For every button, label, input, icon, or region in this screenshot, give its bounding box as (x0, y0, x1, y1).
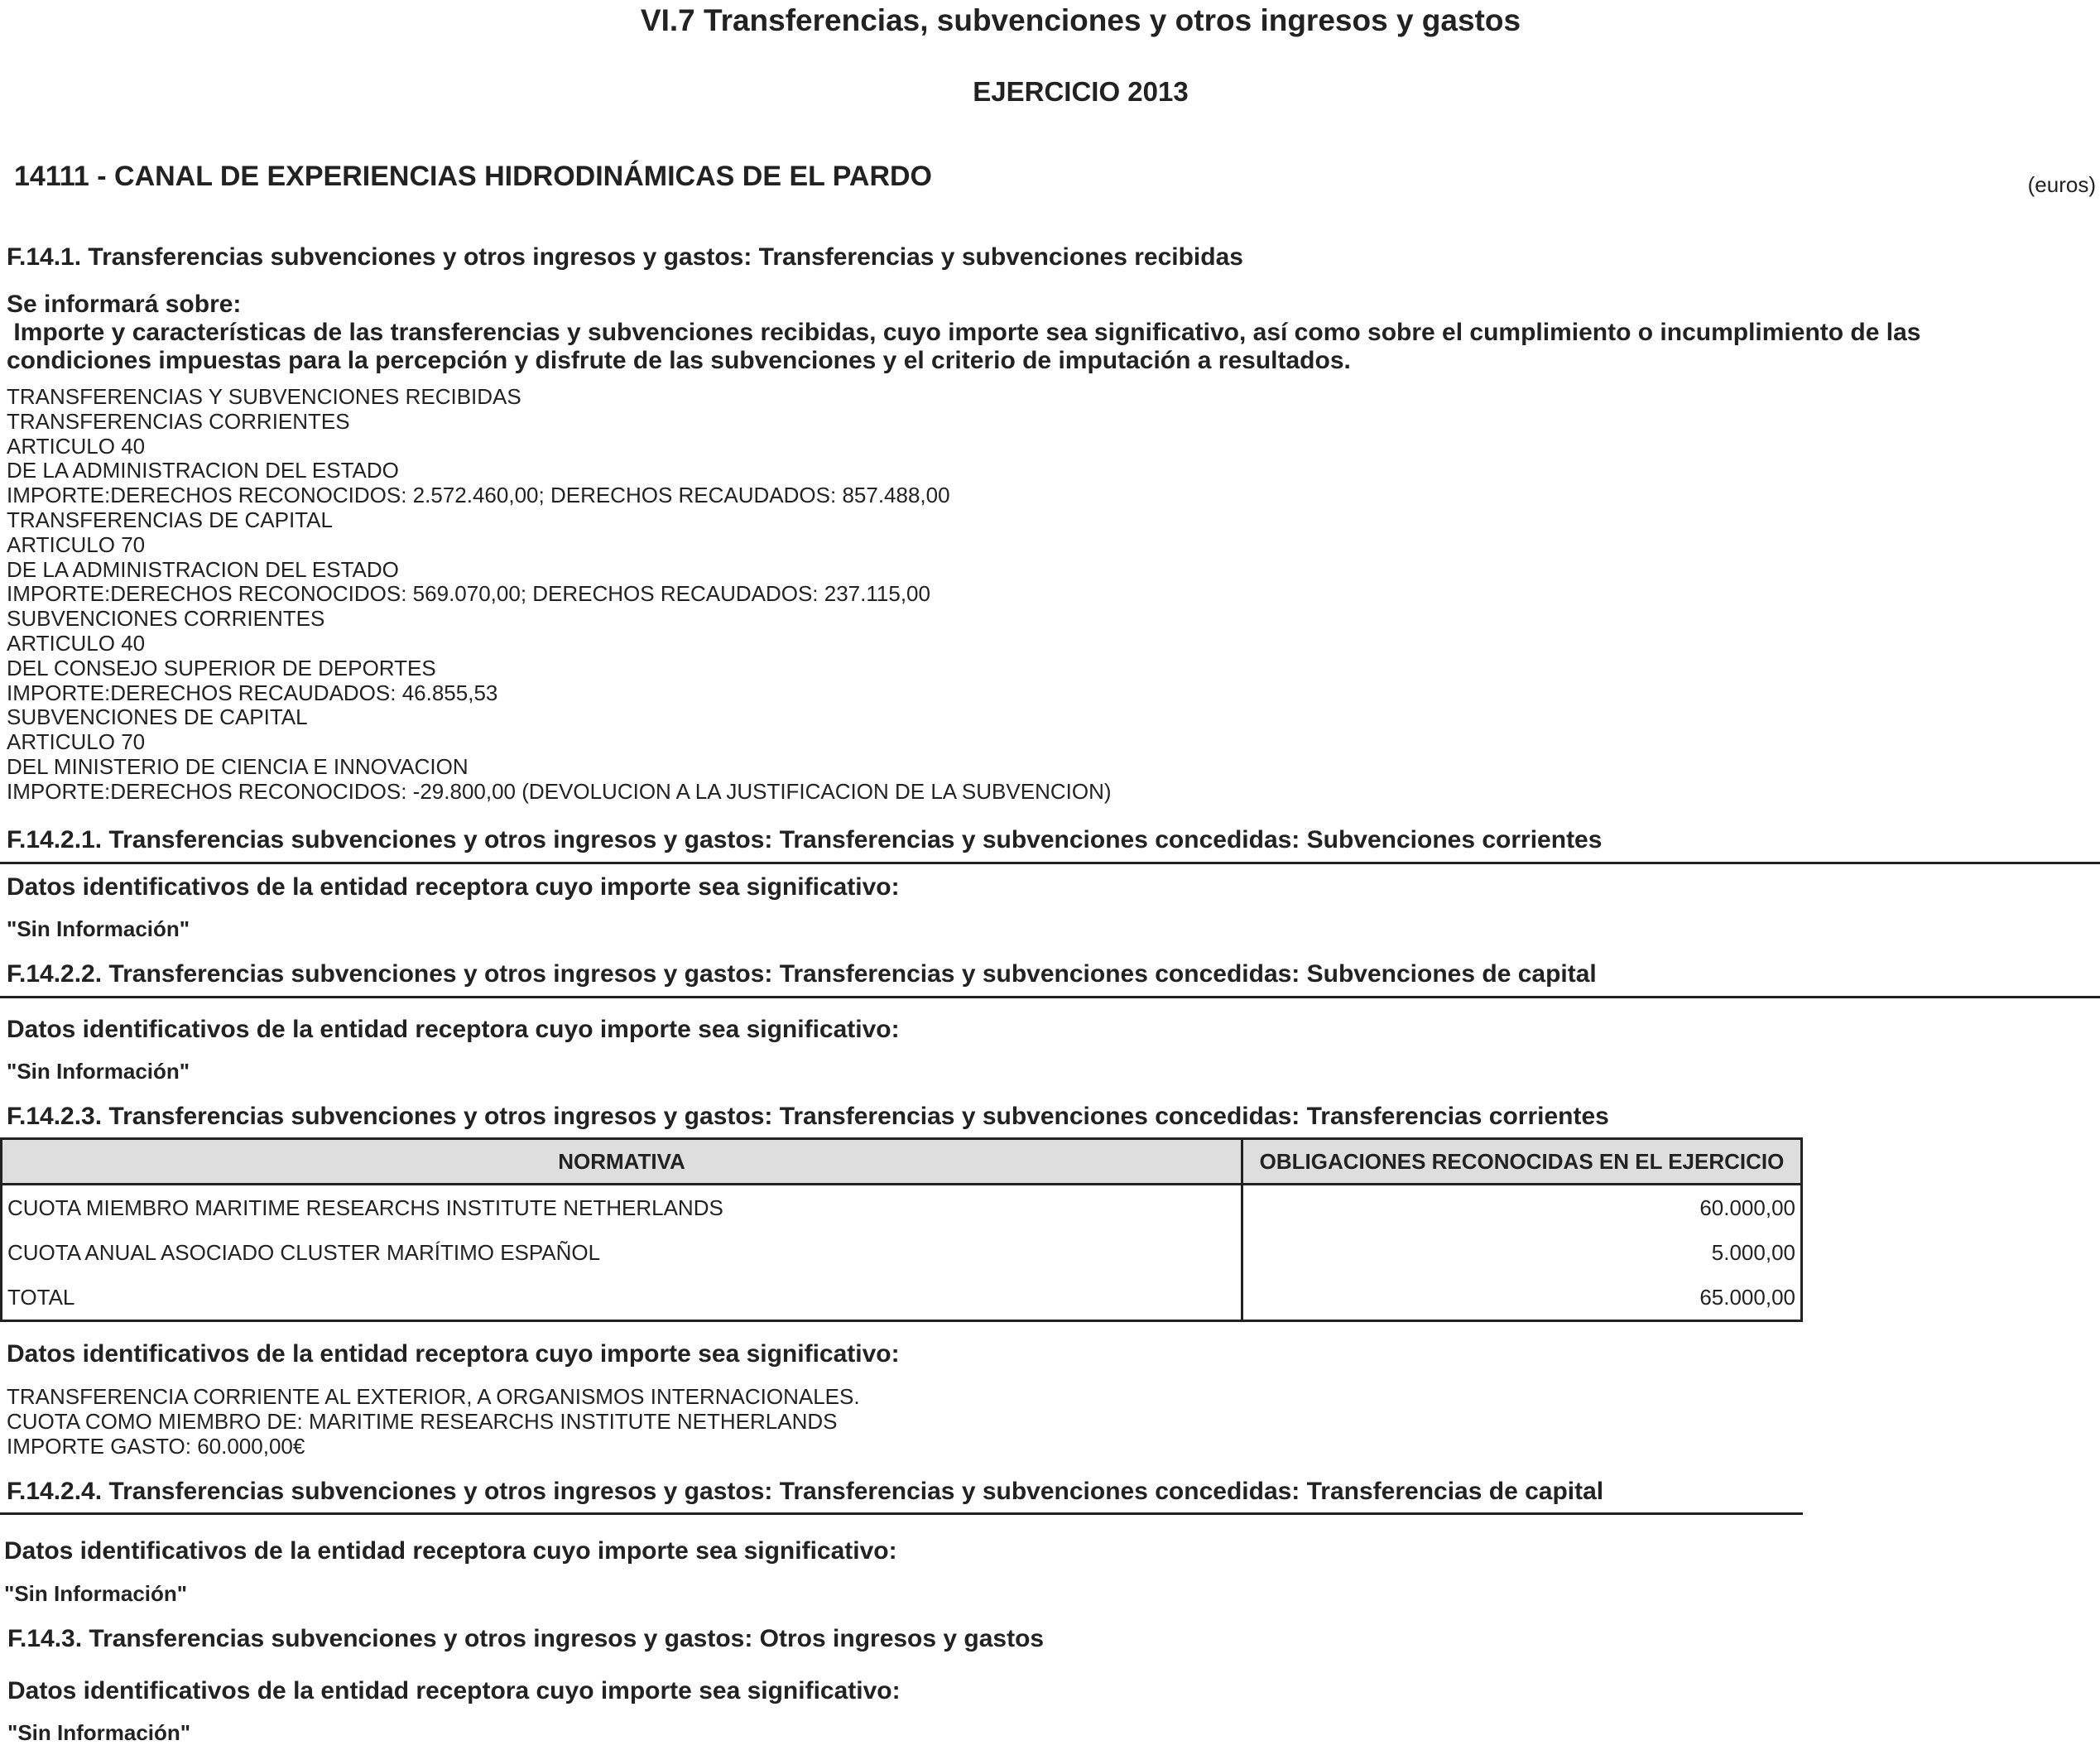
received-transfers-list (7, 385, 1112, 805)
list-item: DE LA ADMINISTRACION DEL ESTADO (7, 556, 399, 582)
exercise-year: EJERCICIO 2013 (973, 76, 1189, 107)
list-item: TRANSFERENCIA CORRIENTE AL EXTERIOR, A ORGANISMOS INTERNACIONALES. (7, 1384, 860, 1409)
recipient-data-label: Datos identificativos de la entidad receptora cuyo importe sea significativo: (7, 873, 900, 901)
info-label: Se informará sobre: (7, 291, 242, 318)
list-item: TRANSFERENCIAS DE CAPITAL (7, 507, 333, 532)
table-cell-amount: 5.000,00 (1242, 1230, 1802, 1275)
list-item: SUBVENCIONES DE CAPITAL (7, 704, 308, 730)
list-item: DEL MINISTERIO DE CIENCIA E INNOVACION (7, 753, 469, 779)
entity-name: 14111 - CANAL DE EXPERIENCIAS HIDRODINÁMICAS DE EL PARDO (14, 161, 933, 192)
list-item: CUOTA COMO MIEMBRO DE: MARITIME RESEARCHS INSTITUTE NETHERLANDS (7, 1408, 838, 1434)
list-item: IMPORTE:DERECHOS RECONOCIDOS: 569.070,00; DERECHOS RECAUDADOS: 237.115,00 (7, 581, 930, 607)
table-cell-amount: 60.000,00 (1242, 1185, 1802, 1231)
table-cell-total-label: TOTAL (2, 1275, 1242, 1321)
list-item: IMPORTE:DERECHOS RECONOCIDOS: -29.800,00 (DEVOLUCION A LA JUSTIFICACION DE LA SUBVENCION) (7, 778, 1112, 804)
recipient-details (7, 1385, 860, 1459)
recipient-data-label: Datos identificativos de la entidad receptora cuyo importe sea significativo: (7, 1016, 900, 1043)
no-information-text: "Sin Información" (4, 1581, 188, 1606)
table-cell-normativa: CUOTA ANUAL ASOCIADO CLUSTER MARÍTIMO ESPAÑOL (2, 1230, 1242, 1275)
section-divider (0, 1512, 1803, 1515)
section-title-f14-2-4: F.14.2.4. Transferencias subvenciones y otros ingresos y gastos: Transferencias y subvenciones concedidas: Transferencias de capital (7, 1478, 1604, 1505)
section-title-f14-2-3: F.14.2.3. Transferencias subvenciones y otros ingresos y gastos: Transferencias y subvenciones concedidas: Transferencias corrientes (7, 1103, 1609, 1130)
list-item: TRANSFERENCIAS Y SUBVENCIONES RECIBIDAS (7, 384, 521, 409)
list-item: DEL CONSEJO SUPERIOR DE DEPORTES (7, 655, 436, 680)
no-information-text: "Sin Información" (7, 1059, 190, 1084)
section-divider (0, 862, 2100, 864)
table-header-row (2, 1139, 1802, 1185)
table-cell-total-amount: 65.000,00 (1242, 1275, 1802, 1321)
table-row (2, 1185, 1802, 1231)
no-information-text: "Sin Información" (7, 916, 190, 941)
list-item: ARTICULO 70 (7, 729, 146, 755)
list-item: IMPORTE:DERECHOS RECONOCIDOS: 2.572.460,00; DERECHOS RECAUDADOS: 857.488,00 (7, 483, 950, 508)
recipient-data-label: Datos identificativos de la entidad receptora cuyo importe sea significativo: (7, 1677, 901, 1704)
table-row (2, 1230, 1802, 1275)
current-transfers-table (0, 1137, 1803, 1322)
recipient-data-label: Datos identificativos de la entidad receptora cuyo importe sea significativo: (7, 1340, 900, 1368)
list-item: ARTICULO 40 (7, 433, 146, 459)
section-title-f14-1: F.14.1. Transferencias subvenciones y otros ingresos y gastos: Transferencias y subvenciones recibidas (7, 243, 1243, 271)
list-item: IMPORTE:DERECHOS RECAUDADOS: 46.855,53 (7, 680, 498, 705)
section-title-f14-3: F.14.3. Transferencias subvenciones y otros ingresos y gastos: Otros ingresos y gastos (7, 1625, 1045, 1652)
currency-unit: (euros) (2027, 172, 2096, 197)
table-total-row (2, 1275, 1802, 1321)
table-cell-normativa: CUOTA MIEMBRO MARITIME RESEARCHS INSTITUTE NETHERLANDS (2, 1185, 1242, 1231)
section-title-f14-2-2: F.14.2.2. Transferencias subvenciones y otros ingresos y gastos: Transferencias y subvenciones concedidas: Subvenciones de capital (7, 960, 1597, 988)
list-item: SUBVENCIONES CORRIENTES (7, 606, 325, 632)
recipient-data-label: Datos identificativos de la entidad receptora cuyo importe sea significativo: (4, 1537, 897, 1565)
section-divider (0, 996, 2100, 998)
column-header-obligaciones: OBLIGACIONES RECONOCIDAS EN EL EJERCICIO (1242, 1139, 1802, 1185)
info-text-line1: Importe y características de las transferencias y subvenciones recibidas, cuyo importe sea significativo, así como sobre el cumplimiento o incumplimiento de las (7, 319, 1921, 346)
list-item: IMPORTE GASTO: 60.000,00€ (7, 1433, 305, 1459)
info-text-line2: condiciones impuestas para la percepción y disfrute de las subvenciones y el criterio de imputación a resultados. (7, 347, 1351, 374)
list-item: ARTICULO 70 (7, 531, 146, 557)
list-item: TRANSFERENCIAS CORRIENTES (7, 408, 350, 434)
list-item: DE LA ADMINISTRACION DEL ESTADO (7, 458, 399, 483)
column-header-normativa: NORMATIVA (2, 1139, 1242, 1185)
section-title-f14-2-1: F.14.2.1. Transferencias subvenciones y otros ingresos y gastos: Transferencias y subvenciones concedidas: Subvenciones corrientes (7, 826, 1603, 853)
no-information-text: "Sin Información" (7, 1720, 191, 1745)
page-title: VI.7 Transferencias, subvenciones y otros ingresos y gastos (640, 3, 1521, 37)
list-item: ARTICULO 40 (7, 630, 146, 656)
